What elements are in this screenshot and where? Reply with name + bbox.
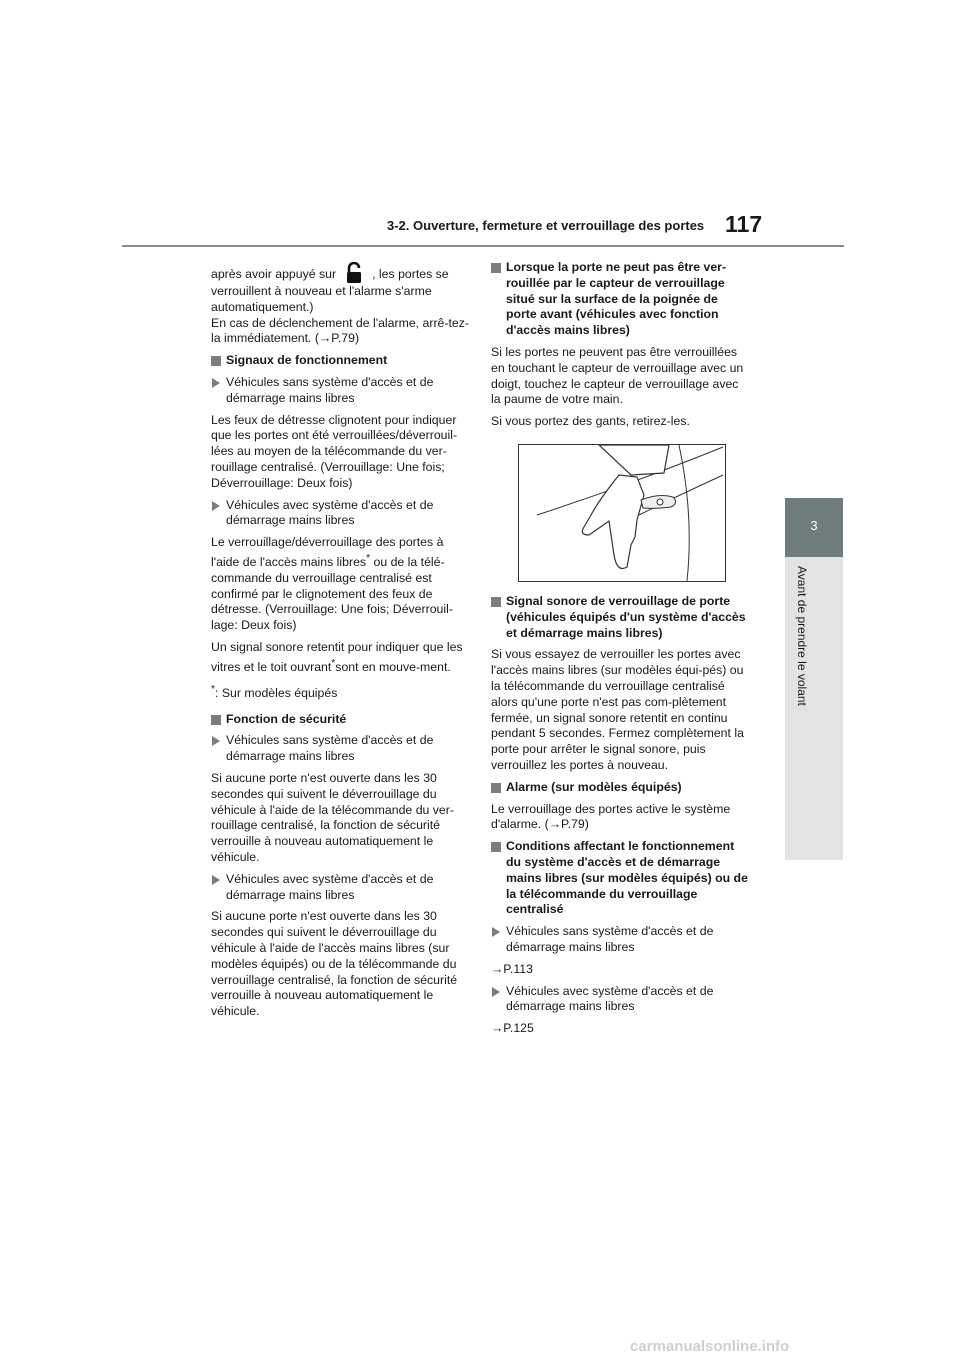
section-square-icon bbox=[491, 842, 501, 852]
right-column bbox=[491, 256, 751, 1043]
door-handle-illustration bbox=[518, 444, 726, 582]
conditions-heading bbox=[491, 839, 751, 918]
security-heading-text: Fonction de sécurité bbox=[226, 711, 347, 726]
chapter-title: Avant de prendre le volant bbox=[795, 566, 809, 706]
intro-text-d: En cas de déclenchement de l'alarme, arrê-tez-la immédiatement. (→P.79) bbox=[211, 315, 469, 346]
list-item-text: Véhicules sans système d'accès et de démarrage mains libres bbox=[226, 733, 434, 764]
page-reference-link[interactable]: →P.125 bbox=[491, 1021, 534, 1036]
signals-paragraph-2 bbox=[211, 535, 473, 634]
signals-text-3b: sont en mouve-ment. bbox=[335, 659, 451, 674]
list-item-text: Véhicules avec système d'accès et de démarrage mains libres bbox=[506, 983, 714, 1014]
alarm-heading-text: Alarme (sur modèles équipés) bbox=[506, 779, 682, 794]
list-item bbox=[491, 924, 751, 956]
buzzer-heading-text: Signal sonore de verrouillage de porte (véhicules équipés d'un système d'accès et démarrage mains libres) bbox=[506, 593, 746, 640]
footnote-marker: * bbox=[211, 683, 215, 695]
list-item-text: Véhicules avec système d'accès et de démarrage mains libres bbox=[226, 871, 434, 902]
cannot-lock-paragraph-2: Si vous portez des gants, retirez-les. bbox=[491, 414, 690, 429]
signals-text-3a: Un signal sonore retentit pour indiquer que les vitres et le toit ouvrant bbox=[211, 640, 463, 674]
section-square-icon bbox=[491, 783, 501, 793]
list-item bbox=[211, 498, 473, 530]
cannot-lock-paragraph-1: Si les portes ne peuvent pas être verrouillées en touchant le capteur de verrouillage avec un doigt, touchez le capteur de verrouillage avec la paume de votre main. bbox=[491, 344, 744, 407]
security-heading bbox=[211, 712, 473, 728]
list-item-text: Véhicules sans système d'accès et de démarrage mains libres bbox=[226, 374, 434, 405]
bullet-triangle-icon bbox=[492, 927, 500, 937]
bullet-triangle-icon bbox=[492, 987, 500, 997]
buzzer-paragraph: Si vous essayez de verrouiller les portes avec l'accès mains libres (sur modèles équi-pés) ou la télécommande du verrouillage centralisé alors qu'une porte n'est pas com-plètement fermée, un signal sonore retentit en continu pendant 5 secondes. Fermez complètement la porte pour arrêter le signal sonore, puis verrouillez les portes à nouveau. bbox=[491, 647, 744, 772]
alarm-paragraph: Le verrouillage des portes active le système d'alarme. (→P.79) bbox=[491, 801, 731, 832]
intro-text-a: après avoir appuyé sur bbox=[211, 267, 337, 281]
cannot-lock-heading-text: Lorsque la porte ne peut pas être ver-rouillée par le capteur de verrouillage situé sur la surface de la poignée de porte avant (véhicules avec fonction d'accès mains libres) bbox=[506, 260, 727, 338]
signals-heading bbox=[211, 353, 473, 369]
header-rule bbox=[122, 245, 844, 247]
intro-text-b: , les portes se bbox=[372, 267, 449, 281]
footnote bbox=[211, 682, 473, 702]
security-paragraph-1: Si aucune porte n'est ouverte dans les 30 secondes qui suivent le déverrouillage du véhicule à l'aide de la télécommande du ver-rouillage centralisé, la fonction de sécurité verrouille à nouveau automatiquement le véhicule. bbox=[211, 771, 454, 864]
bullet-triangle-icon bbox=[212, 736, 220, 746]
bullet-triangle-icon bbox=[212, 875, 220, 885]
bullet-triangle-icon bbox=[212, 501, 220, 511]
list-item bbox=[211, 733, 473, 765]
section-square-icon bbox=[211, 715, 221, 725]
section-square-icon bbox=[491, 263, 501, 273]
footnote-marker: * bbox=[331, 657, 336, 669]
left-column bbox=[211, 262, 473, 1026]
list-item-text: Véhicules sans système d'accès et de démarrage mains libres bbox=[506, 924, 714, 954]
lock-icon bbox=[344, 262, 364, 284]
security-paragraph-2: Si aucune porte n'est ouverte dans les 30 secondes qui suivent le déverrouillage du véhicule à l'aide de l'accès mains libres (sur modèles équipés) ou de la télécommande du verrouillage centralisé, la fonction de sécurité verrouille à nouveau automatiquement le véhicule. bbox=[211, 909, 458, 1019]
signals-heading-text: Signaux de fonctionnement bbox=[226, 353, 388, 368]
watermark: carmanualsonline.info bbox=[630, 1338, 790, 1355]
footnote-marker: * bbox=[366, 552, 371, 564]
cannot-lock-heading bbox=[491, 260, 751, 339]
list-item bbox=[211, 375, 473, 407]
list-item bbox=[491, 984, 751, 1016]
conditions-heading-text: Conditions affectant le fonctionnement du système d'accès et de démarrage mains libres (sur modèles équipés) ou de la télécommande du verrouillage centralisé bbox=[506, 839, 748, 917]
buzzer-heading bbox=[491, 594, 751, 641]
page-reference-link[interactable]: →P.113 bbox=[491, 961, 533, 976]
section-square-icon bbox=[491, 597, 501, 607]
signals-text-2a: Le verrouillage/déverrouillage des portes à l'aide de l'accès mains libres bbox=[211, 535, 444, 570]
intro-paragraph bbox=[211, 262, 473, 347]
list-item bbox=[211, 872, 473, 904]
alarm-heading bbox=[491, 780, 751, 796]
chapter-number: 3 bbox=[810, 518, 818, 533]
section-square-icon bbox=[211, 356, 221, 366]
footnote-text: : Sur modèles équipés bbox=[215, 685, 338, 700]
signals-paragraph-3 bbox=[211, 640, 473, 676]
signals-paragraph-1: Les feux de détresse clignotent pour indiquer que les portes ont été verrouillées/déverrouil-lées au moyen de la télécommande du ver-rouillage centralisé. (Verrouillage: Une fois; Déverrouillage: Deux fois) bbox=[211, 412, 458, 490]
section-title: 3-2. Ouverture, fermeture et verrouillage des portes bbox=[387, 218, 705, 233]
list-item-text: Véhicules avec système d'accès et de démarrage mains libres bbox=[226, 497, 434, 528]
chapter-tab bbox=[785, 498, 843, 557]
signals-text-2b: ou de la télé-commande du verrouillage centralisé est confirmé par le clignotement des feux de détresse. (Verrouillage: Une fois; Déverrouil-lage: Deux fois) bbox=[211, 555, 453, 633]
intro-text-c: verrouillent à nouveau et l'alarme s'arme automatiquement.) bbox=[211, 284, 432, 314]
page-number: 117 bbox=[725, 211, 763, 237]
bullet-triangle-icon bbox=[212, 378, 220, 388]
